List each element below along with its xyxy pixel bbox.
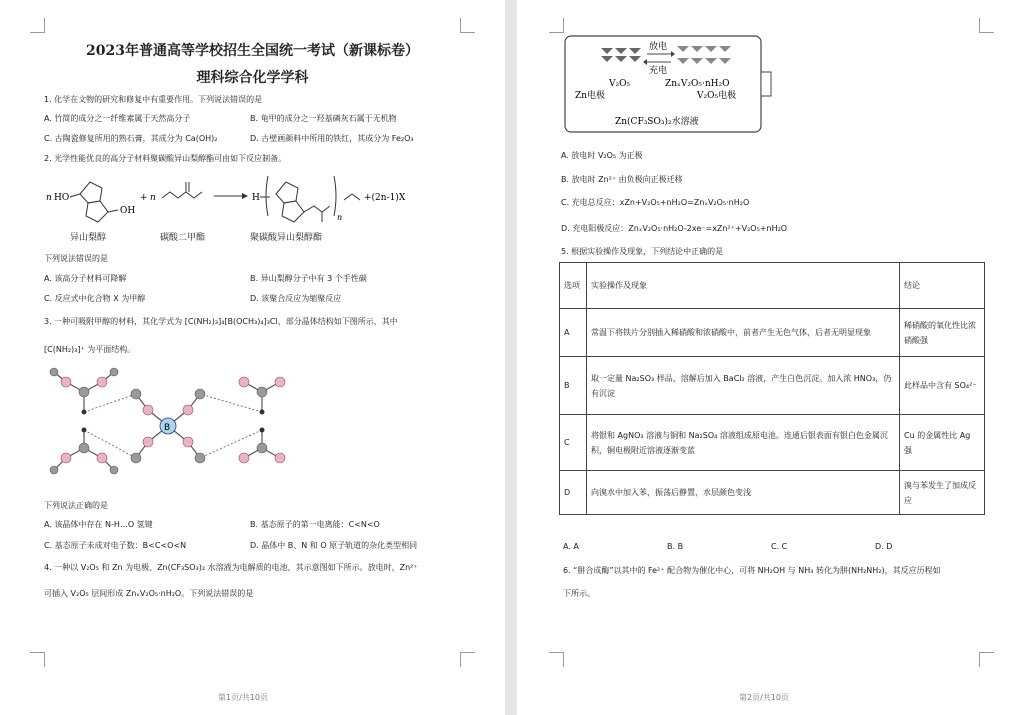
q3-option-a: A. 该晶体中存在 N-H…O 氢键 <box>44 520 153 529</box>
q4-option-a: A. 放电时 V₂O₅ 为正极 <box>561 151 643 160</box>
question-5-stem: 5. 根据实验操作及现象，下列结论中正确的是 <box>561 247 724 256</box>
table-row <box>560 357 985 415</box>
row-c-conclusion: Cu 的金属性比 Ag 强 <box>900 415 985 471</box>
row-d-procedure: 向溴水中加入苯，振荡后静置，水层颜色变浅 <box>587 471 900 515</box>
q5-choice-b: B. B <box>667 542 684 551</box>
crop-mark <box>979 18 994 33</box>
q4-option-c: C. 充电总反应：xZn+V₂O₅+nH₂O=ZnₓV₂O₅·nH₂O <box>561 198 750 207</box>
crystal-structure-diagram <box>44 362 304 490</box>
q5-choice-c: C. C <box>771 542 788 551</box>
q2-ask: 下列说法错误的是 <box>44 254 108 263</box>
svg-text:n: n <box>337 213 343 222</box>
q3-ask: 下列说法正确的是 <box>44 501 108 510</box>
discharge-label: 放电 <box>649 42 668 52</box>
question-3-stem-cont: [C(NH₂)₃]⁺ 为平面结构。 <box>44 345 136 354</box>
isosorbide-label: 异山梨醇 <box>70 233 107 243</box>
crop-mark <box>30 652 45 667</box>
row-a-procedure: 常温下将铁片分别插入稀硝酸和浓硝酸中，前者产生无色气体，后者无明显现象 <box>587 309 900 357</box>
exam-subtitle: 理科综合化学学科 <box>196 70 309 86</box>
svg-text:n: n <box>46 193 52 203</box>
page-2 <box>517 0 1024 715</box>
header-procedure: 实验操作及现象 <box>587 263 900 309</box>
svg-text:H: H <box>252 193 260 203</box>
crop-mark <box>549 652 564 667</box>
svg-text:OH: OH <box>120 206 136 216</box>
row-a-conclusion: 稀硝酸的氧化性比浓硝酸强 <box>900 309 985 357</box>
exam-title: 2023年普通高等学校招生全国统一考试（新课标卷） <box>86 43 419 59</box>
q3-option-c: C. 基态原子未成对电子数：B<C<O<N <box>44 541 187 550</box>
q2-option-b: B. 异山梨醇分子中有 3 个手性碳 <box>250 274 367 283</box>
table-row <box>560 471 985 515</box>
table-row <box>560 415 985 471</box>
svg-text:HO: HO <box>54 193 70 203</box>
q3-option-b: B. 基态原子的第一电离能：C<N<O <box>250 520 380 529</box>
question-6-stem: 6. “肼合成酶”以其中的 Fe²⁺ 配合物为催化中心，可将 NH₂OH 与 NH₃ 转化为肼(NH₂NH₂)，其反应历程如 <box>563 566 941 575</box>
polymerization-equation <box>44 170 464 232</box>
q1-option-c: C. 古陶瓷修复所用的熟石膏，其成分为 Ca(OH)₂ <box>44 134 218 143</box>
page-1 <box>0 0 505 715</box>
q4-option-b: B. 放电时 Zn²⁺ 由负极向正极迁移 <box>561 175 683 184</box>
row-d-label: D <box>560 471 587 515</box>
q1-option-d: D. 古壁画颜料中所用的铁红，其成分为 Fe₂O₃ <box>250 134 414 143</box>
page-2-footer: 第2页/共10页 <box>739 693 789 702</box>
crop-mark <box>549 18 564 33</box>
polycarbonate-label: 聚碳酸异山梨醇酯 <box>250 233 323 243</box>
charge-label: 充电 <box>649 66 668 76</box>
znxv2o5-label: ZnₓV₂O₅·nH₂O <box>665 79 730 89</box>
q4-option-d: D. 充电阳极反应：ZnₓV₂O₅·nH₂O-2xe⁻=xZn²⁺+V₂O₅+nH₂O <box>561 224 788 233</box>
question-3-stem: 3. 一种可吸附甲醇的材料，其化学式为 [C(NH₂)₃]₄[B(OCH₃)₄]₃Cl，部分晶体结构如下图所示，其中 <box>44 317 398 326</box>
crop-mark <box>460 652 475 667</box>
q1-option-a: A. 竹简的成分之一纤维素属于天然高分子 <box>44 114 191 123</box>
question-4-stem: 4. 一种以 V₂O₅ 和 Zn 为电极、Zn(CF₃SO₃)₂ 水溶液为电解质的电池，其示意图如下所示。放电时，Zn²⁺ <box>44 563 418 572</box>
question-1-stem: 1. 化学在文物的研究和修复中有重要作用。下列说法错误的是 <box>44 95 263 104</box>
header-conclusion: 结论 <box>900 263 985 309</box>
row-c-procedure: 将银和 AgNO₃ 溶液与铜和 Na₂SO₄ 溶液组成原电池。连通后银表面有银白色金属沉积，铜电极附近溶液逐渐变蓝 <box>587 415 900 471</box>
svg-text:+: + <box>140 193 148 203</box>
q3-option-d: D. 晶体中 B、N 和 O 原子轨道的杂化类型相同 <box>250 541 418 550</box>
svg-text:n: n <box>150 193 156 203</box>
row-a-label: A <box>560 309 587 357</box>
crop-mark <box>979 652 994 667</box>
question-4-stem-cont: 可插入 V₂O₅ 层间形成 ZnₓV₂O₅·nH₂O。下列说法错误的是 <box>44 589 254 598</box>
table-header-row <box>560 263 985 309</box>
electrolyte-label: Zn(CF₃SO₃)₂水溶液 <box>615 117 699 127</box>
q5-choice-a: A. A <box>563 542 579 551</box>
boron-atom-label: B <box>164 423 171 433</box>
row-b-procedure: 取一定量 Na₂SO₃ 样品，溶解后加入 BaCl₂ 溶液，产生白色沉淀。加入浓 HNO₃，仍有沉淀 <box>587 357 900 415</box>
row-b-label: B <box>560 357 587 415</box>
q1-option-b: B. 龟甲的成分之一羟基磷灰石属于无机物 <box>250 114 397 123</box>
page-1-footer: 第1页/共10页 <box>218 693 268 702</box>
q2-option-a: A. 该高分子材料可降解 <box>44 274 127 283</box>
question-6-stem-cont: 下所示。 <box>563 589 595 598</box>
experiment-table <box>559 262 985 515</box>
crop-mark <box>460 18 475 33</box>
row-d-conclusion: 溴与苯发生了加成反应 <box>900 471 985 515</box>
v2o5-electrode-label: V₂O₅电极 <box>697 91 737 101</box>
byproduct-label: +(2n-1)X <box>364 193 406 203</box>
row-b-conclusion: 此样品中含有 SO₄²⁻ <box>900 357 985 415</box>
question-2-stem: 2. 光学性能优良的高分子材料聚碳酸异山梨醇酯可由如下反应制备。 <box>44 154 287 163</box>
v2o5-label: V₂O₅ <box>609 79 631 89</box>
zn-electrode-label: Zn电极 <box>575 91 606 101</box>
dimethyl-carbonate-label: 碳酸二甲酯 <box>160 233 206 243</box>
row-c-label: C <box>560 415 587 471</box>
table-row <box>560 309 985 357</box>
header-option: 选项 <box>560 263 587 309</box>
q2-option-d: D. 该聚合反应为缩聚反应 <box>250 294 342 303</box>
q2-option-c: C. 反应式中化合物 X 为甲醇 <box>44 294 146 303</box>
crop-mark <box>30 18 45 33</box>
q5-choice-d: D. D <box>875 542 893 551</box>
battery-diagram <box>561 32 801 136</box>
